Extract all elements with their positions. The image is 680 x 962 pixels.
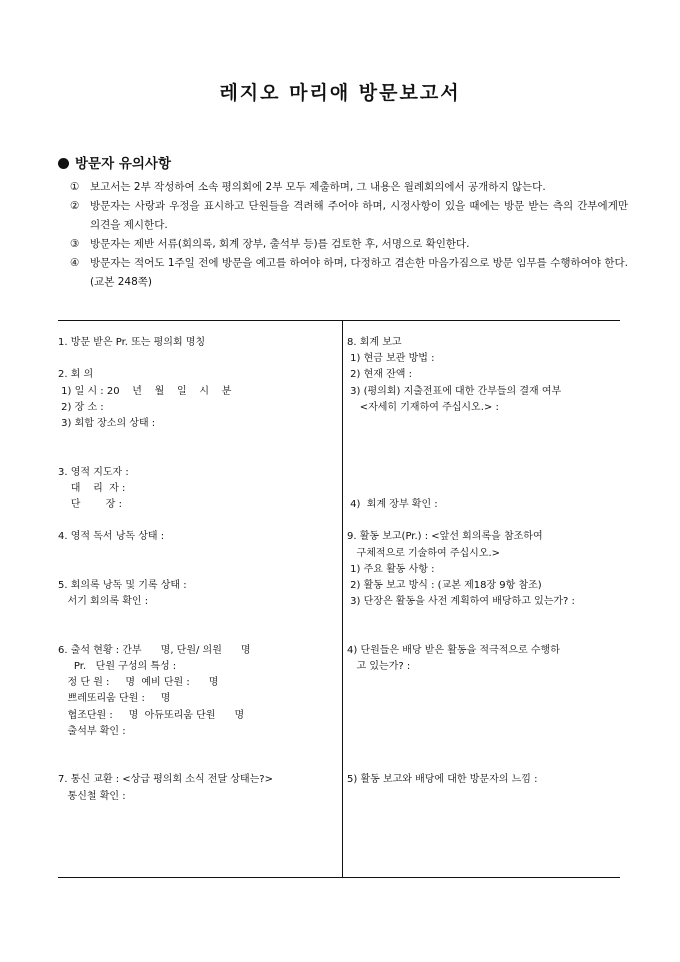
form-line: 5. 회의록 낭독 및 기록 상태 : [58,579,187,591]
form-line [347,756,617,772]
visitor-notes-heading [58,152,628,172]
form-line: 1) 현금 보관 방법 : [347,353,435,365]
form-line [347,724,617,740]
form-line: 7. 통신 교환 : <상급 평의회 소식 전달 상태는?> [58,774,273,786]
note-text: 방문자는 적어도 1주일 전에 방문을 예고를 하여야 하며, 다정하고 겸손한 마음가짐으로 방문 임무를 수행하여야 한다.(교본 248쪽) [90,257,628,288]
form-line [58,351,336,367]
form-line: 1) 일 시 : 20 년 월 일 시 분 [58,385,232,397]
bullet-dot-icon [58,158,69,169]
form-line: 3) 단장은 활동을 사전 계획하여 배당하고 있는가? : [347,596,575,608]
column-divider [342,321,343,877]
note-item [58,235,628,254]
page-title: 레지오 마리애 방문보고서 [219,82,461,104]
form-line: <자세히 기재하여 주십시오.> : [347,401,499,413]
note-text: 방문자는 사랑과 우정을 표시하고 단원들을 격려해 주어야 하며, 시정사항이 있을 때에는 방문 받는 측의 간부에게만 의견을 제시한다. [90,200,628,231]
form-line: 통신철 확인 : [58,790,126,802]
form-line [347,432,617,448]
form-line [347,448,617,464]
form-line: 단 장 : [58,498,123,510]
form-line [347,610,617,626]
note-number: ③ [70,238,80,250]
form-line: 6. 출석 현황 : 간부 명, 단원/ 의원 명 [58,644,251,656]
form-line [347,675,617,691]
form-line [58,627,336,643]
form-right-column [347,335,617,788]
form-line: 서기 회의록 확인 : [58,596,149,608]
visitor-notes-heading-text: 방문자 유의사항 [75,156,171,172]
form-line: 대 리 자 : [58,482,126,494]
form-line [347,691,617,707]
note-number: ① [70,181,80,193]
form-line: 4) 단원들은 배당 받은 활동을 적극적으로 수행하 [347,644,560,656]
form-line [347,513,617,529]
form-line: 4. 영적 독서 낭독 상태 : [58,531,165,543]
form-line: 2) 장 소 : [58,401,104,413]
form-line [58,448,336,464]
form-line: 협조단원 : 명 아듀또리움 단원 명 [58,709,245,721]
form-line: 2) 활동 보고 방식 : (교본 제18장 9항 참조) [347,579,542,591]
form-line [347,740,617,756]
form-line: 1) 주요 활동 사항 : [347,563,435,575]
form-line [58,562,336,578]
form-line: 3) (평의회) 지출전표에 대한 간부들의 결재 여부 [347,385,562,397]
form-line [58,546,336,562]
form-line [58,432,336,448]
form-line: 4) 회계 장부 확인 : [347,498,438,510]
form-line [347,481,617,497]
form-line: 구체적으로 기술하여 주십시오.> [347,547,501,559]
form-line: 5) 활동 보고와 배당에 대한 방문자의 느낌 : [347,774,538,786]
form-left-column [58,335,336,805]
form-line: 1. 방문 받은 Pr. 또는 평의회 명칭 [58,337,206,348]
form-line: 9. 활동 보고(Pr.) : <앞선 회의록을 참조하여 [347,531,543,543]
note-item [58,178,628,197]
note-number: ② [70,200,80,212]
note-number: ④ [70,257,80,269]
form-line [347,416,617,432]
form-line: 쁘레또리움 단원 : 명 [58,693,171,705]
form-line: 고 있는가? : [347,660,411,672]
form-line: 2) 현재 잔액 : [347,369,412,381]
form-line [347,465,617,481]
form-line: Pr. 단원 구성의 특성 : [58,660,177,672]
form-line [58,513,336,529]
form-line [58,740,336,756]
form-line: 정 단 원 : 명 예비 단원 : 명 [58,677,219,689]
note-text: 방문자는 제반 서류(회의록, 회계 장부, 출석부 등)를 검토한 후, 서명으로 확인한다. [90,238,470,250]
form-line: 2. 회 의 [58,369,94,381]
form-line [58,610,336,626]
form-line [58,756,336,772]
form-line: 8. 회계 보고 [347,337,402,348]
form-line [347,627,617,643]
form-line [347,708,617,724]
form-line: 3. 영적 지도자 : [58,466,129,478]
note-text: 보고서는 2부 작성하여 소속 평의회에 2부 모두 제출하며, 그 내용은 월례회의에서 공개하지 않는다. [90,181,546,193]
note-item [58,254,628,292]
note-item [58,197,628,235]
report-form [58,320,620,878]
visitor-notes-section [58,152,628,292]
form-line: 출석부 확인 : [58,725,126,737]
form-line: 3) 회합 장소의 상태 : [58,418,156,429]
